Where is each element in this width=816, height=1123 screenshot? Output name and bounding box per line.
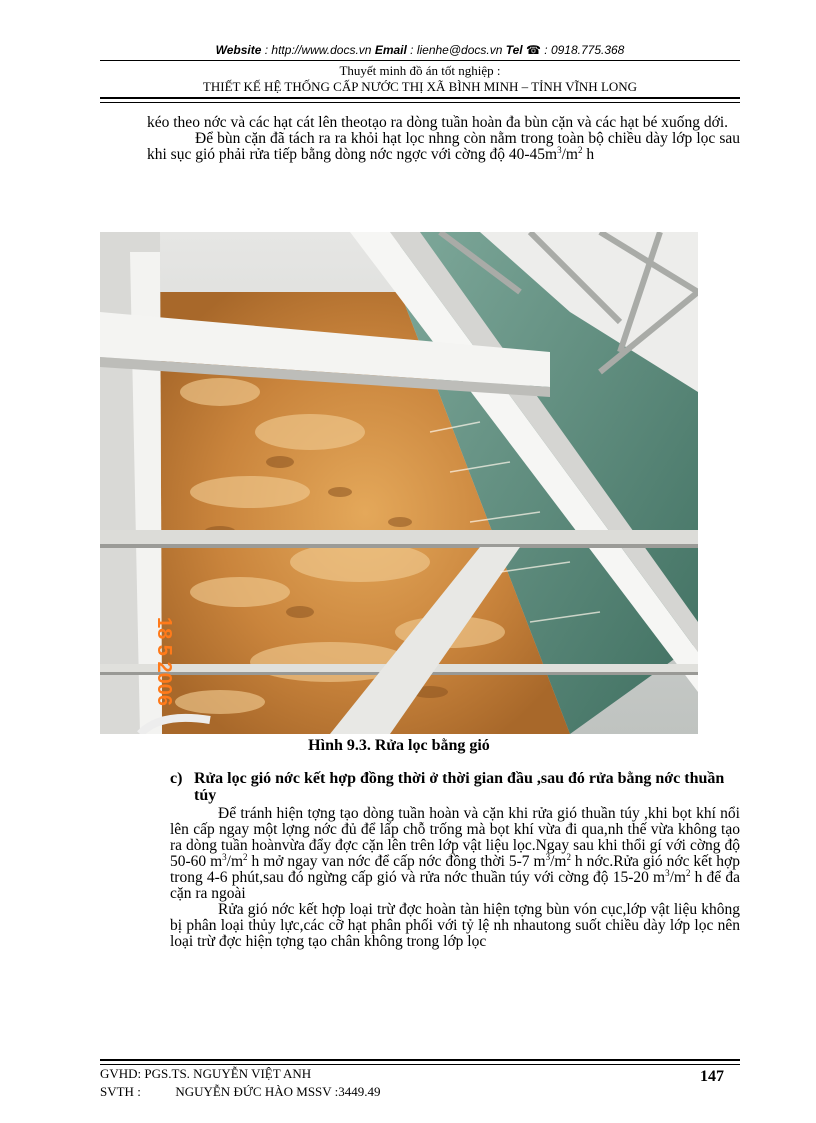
section-body	[170, 806, 740, 950]
tel-value: : 0918.775.368	[540, 43, 625, 57]
footer-svth-label: SVTH :	[100, 1084, 141, 1099]
tel-label: Tel	[505, 43, 523, 57]
section-heading	[170, 770, 745, 804]
website-header	[100, 43, 740, 57]
website-label: Website	[215, 43, 262, 57]
footer-gvhd: GVHD: PGS.TS. NGUYỄN VIỆT ANH	[100, 1066, 312, 1081]
paragraph-1: kéo theo nớc và các hạt cát lên theotạo ra dòng tuần hoàn đa bùn cặn và các hạt bé xuống dới.	[147, 114, 729, 131]
paragraph-2: Để bùn cặn đã tách ra ra khỏi hạt lọc nhng còn nằm trong toàn bộ chiều dày lớp lọc sau khi sục gió phải rửa tiếp bằng dòng nớc ngợc với cờng độ $40-45m^3/m^2$ h	[147, 130, 740, 163]
section-paragraph-2: Rửa gió nớc kết hợp loại trừ đợc hoàn tàn hiện tợng bùn vón cục,lớp vật liệu không bị phân loại thủy lực,các cỡ hạt phân phối với tỷ lệ nh nhautong suốt chiều dày lớp lọc nên loại trừ đợc hiện tợng tạo chân không trong lớp lọc	[170, 901, 740, 950]
doc-subtitle: Thuyết minh đồ án tốt nghiệp :	[339, 63, 501, 78]
email-label: Email	[374, 43, 407, 57]
doc-title: THIẾT KẾ HỆ THỐNG CẤP NƯỚC THỊ XÃ BÌNH MINH – TỈNH VĨNH LONG	[202, 79, 638, 94]
page-number: 147	[700, 1068, 724, 1085]
section-paragraph-1: Để tránh hiện tợng tạo dòng tuần hoàn và cặn khi rửa gió thuần túy ,khi bọt khí nổi lên cấp ngay một lợng nớc đủ để lấp chỗ trống mà bọt khí vừa đi qua,nh thế vừa không tạo ra dòng tuần hoànvừa đẩy đợc cặn lên trên lớp vật liệu lọc.Ngay sau khi thổi gí với cờng độ 50-60 $m^3/m^2$ h mở ngay van nớc để cấp nớc đồng thời 5-7 $m^3/m^2$ h nớc.Rửa gió nớc kết hợp trong 4-6 phút,sau đó ngừng cấp gió và rửa nớc thuần túy với cờng độ 15-20 $m^3/m^2$ h để đa cặn ra ngoài	[170, 805, 740, 902]
title-divider	[100, 97, 740, 103]
figure-caption: Hình 9.3. Rửa lọc bằng gió	[308, 737, 490, 754]
section-label: c)	[170, 770, 183, 787]
filter-wash-photo	[100, 232, 698, 734]
phone-icon: ☎	[525, 43, 541, 57]
photo-timestamp: 18 5 2006	[153, 617, 175, 706]
header-divider	[100, 60, 740, 61]
top-text	[147, 115, 740, 163]
footer-divider	[100, 1059, 740, 1065]
website-url[interactable]: : http://www.docs.vn	[261, 43, 375, 57]
footer-svth-value: NGUYỄN ĐỨC HÀO MSSV :3449.49	[175, 1084, 381, 1099]
section-heading-text: Rửa lọc gió nớc kết hợp đồng thời ở thời gian đầu ,sau đó rửa bằng nớc thuần túy	[194, 770, 725, 804]
footer-svth	[100, 1084, 381, 1100]
email-value[interactable]: : lienhe@docs.vn	[406, 43, 506, 57]
